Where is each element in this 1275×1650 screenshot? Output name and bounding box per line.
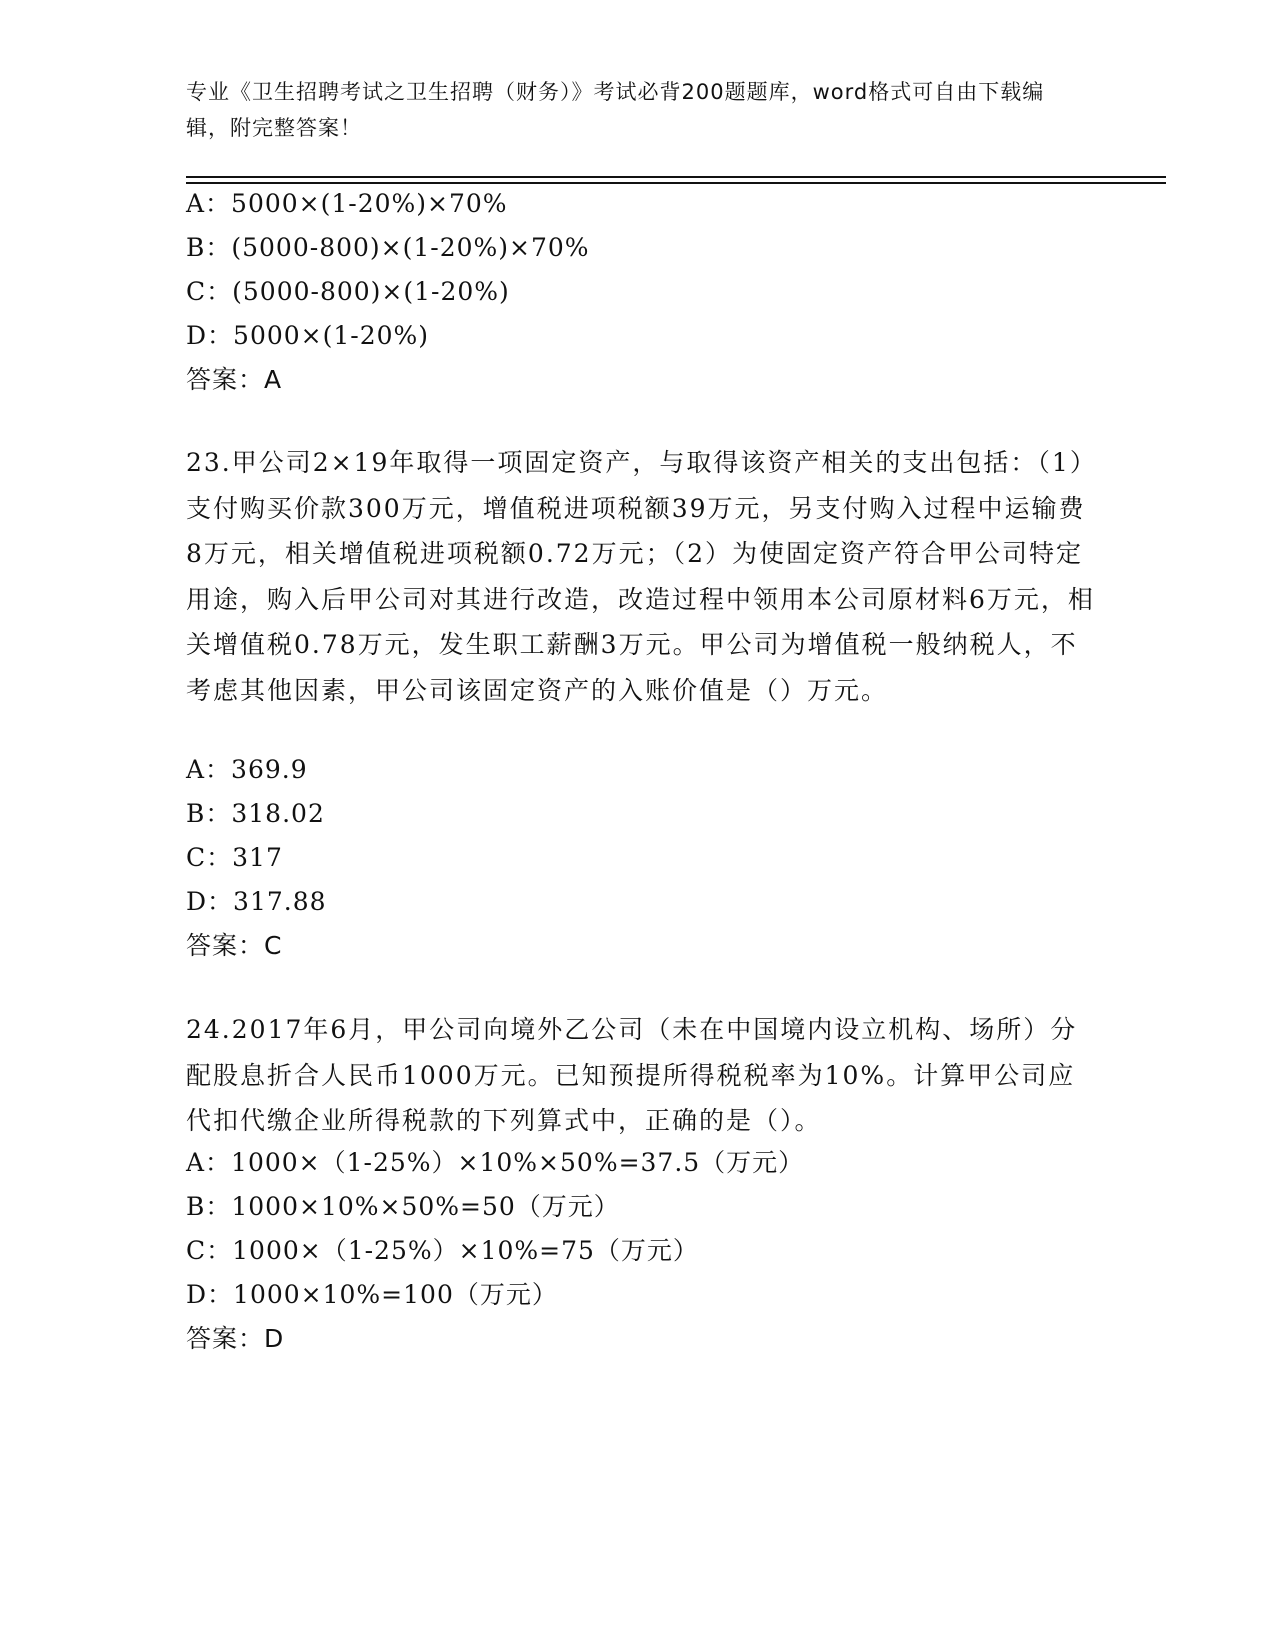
q23-stem: 23.甲公司2×19年取得一项固定资产，与取得该资产相关的支出包括：（1）支付购买价款300万元，增值税进项税额39万元，另支付购入过程中运输费8万元，相关增值税进项税额0.72万元；（2）为使固定资产符合甲公司特定用途，购入后甲公司对其进行改造，改造过程中领用本公司原材料6万元，相关增值税0.78万元，发生职工薪酬3万元。甲公司为增值税一般纳税人，不考虑其他因素，甲公司该固定资产的入账价值是（）万元。 [186,448,1095,705]
q24-option-a: A：1000×（1-25%）×10%×50%=37.5（万元） [186,1148,805,1177]
q24-stem: 24.2017年6月，甲公司向境外乙公司（未在中国境内设立机构、场所）分配股息折合人民币1000万元。已知预提所得税税率为10%。计算甲公司应代扣代缴企业所得税款的下列算式中，正确的是（）。 [186,1015,1078,1136]
q23-answer: 答案：C [186,931,283,960]
q22-answer: 答案：A [186,365,283,394]
q22-option-a: A：5000×(1-20%)×70% [186,189,508,218]
q24-option-d: D：1000×10%=100（万元） [186,1280,558,1309]
q24-option-b: B：1000×10%×50%=50（万元） [186,1192,620,1221]
q22-option-b: B：(5000-800)×(1-20%)×70% [186,233,590,262]
q22-option-c: C：(5000-800)×(1-20%) [186,277,510,306]
q22-option-d: D：5000×(1-20%) [186,321,430,350]
q23-option-a: A：369.9 [186,755,308,784]
header-divider [186,176,1166,178]
q23-option-b: B：318.02 [186,799,325,828]
q23-option-c: C：317 [186,843,283,872]
q23-option-d: D：317.88 [186,887,327,916]
document-header: 专业《卫生招聘考试之卫生招聘（财务）》考试必背200题题库，word格式可自由下载编辑，附完整答案！ [186,80,1045,140]
q24-answer: 答案：D [186,1324,285,1353]
q24-option-c: C：1000×（1-25%）×10%=75（万元） [186,1236,699,1265]
